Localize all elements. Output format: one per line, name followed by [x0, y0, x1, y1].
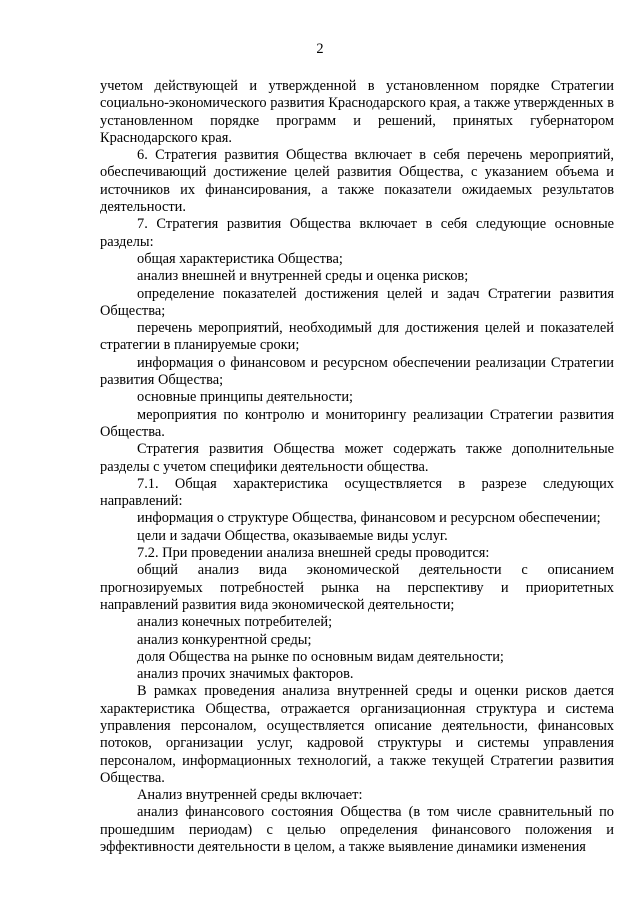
paragraph: общий анализ вида экономической деятельности с описанием прогнозируемых потребностей рынка на перспективу и приоритетных направлений развития вида экономической деятельности;	[100, 562, 614, 613]
paragraph: анализ финансового состояния Общества (в том числе сравнительный по прошедшим периодам) с целью определения финансового положения и эффективности деятельности в целом, а также выявление динамики изменения	[100, 804, 614, 856]
paragraph: информация о финансовом и ресурсном обеспечении реализации Стратегии развития Общества;	[100, 354, 614, 389]
paragraph: анализ конечных потребителей;	[137, 614, 333, 631]
document-body	[100, 78, 614, 856]
paragraph: Анализ внутренней среды включает:	[137, 787, 363, 804]
paragraph: 6. Стратегия развития Общества включает в себя перечень мероприятий, обеспечивающий достижение целей развития Общества, с указанием объема и источников их финансирования, а также показатели ожидаемых результатов деятельности.	[100, 147, 614, 216]
paragraph: доля Общества на рынке по основным видам деятельности;	[137, 648, 504, 665]
paragraph: 7.2. При проведении анализа внешней среды проводится:	[137, 545, 490, 562]
paragraph: мероприятия по контролю и мониторингу реализации Стратегии развития Общества.	[100, 406, 614, 440]
paragraph: перечень мероприятий, необходимый для достижения целей и показателей стратегии в планируемые сроки;	[100, 320, 614, 354]
paragraph: анализ конкурентной среды;	[137, 631, 312, 648]
page-number: 2	[316, 41, 324, 57]
paragraph: определение показателей достижения целей и задач Стратегии развития Общества;	[100, 285, 614, 319]
paragraph: информация о структуре Общества, финансовом и ресурсном обеспечении;	[137, 510, 601, 527]
paragraph: 7.1. Общая характеристика осуществляется в разрезе следующих направлений:	[100, 475, 614, 510]
paragraph: Стратегия развития Общества может содержать также дополнительные разделы с учетом специфики деятельности общества.	[100, 441, 614, 475]
paragraph: цели и задачи Общества, оказываемые виды услуг.	[137, 527, 448, 544]
paragraph: основные принципы деятельности;	[137, 389, 354, 406]
paragraph: учетом действующей и утвержденной в установленном порядке Стратегии социально-экономического развития Краснодарского края, а также утвержденных в установленном порядке программ и решений, принятых губернатором Краснодарского края.	[100, 78, 614, 146]
paragraph: анализ прочих значимых факторов.	[137, 666, 354, 683]
paragraph: 7. Стратегия развития Общества включает в себя следующие основные разделы:	[100, 216, 614, 250]
paragraph: общая характеристика Общества;	[137, 250, 343, 267]
paragraph: В рамках проведения анализа внутренней среды и оценки рисков дается характеристика Общества, отражается организационная структура и система управления персоналом, осуществляется описание деятельности, финансовых потоков, организации услуг, кадровой структуры и системы управления персоналом, информационных технологий, а также текущей Стратегии развития Общества.	[100, 683, 614, 786]
paragraph: анализ внешней и внутренней среды и оценка рисков;	[137, 268, 469, 285]
